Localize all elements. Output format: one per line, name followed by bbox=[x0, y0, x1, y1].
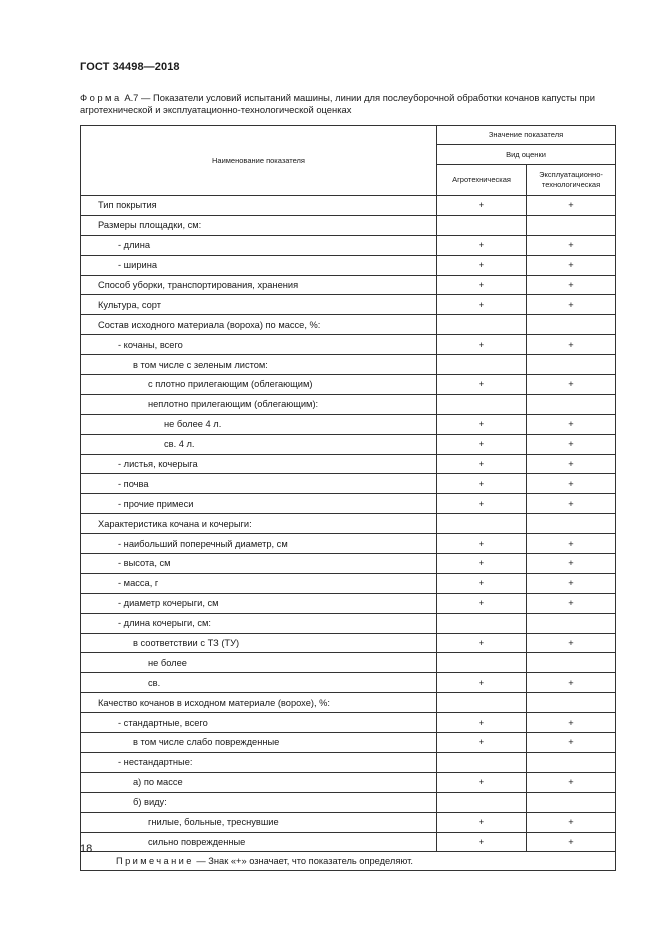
table-row bbox=[81, 355, 616, 375]
form-caption bbox=[80, 92, 616, 116]
agro-mark: + bbox=[437, 713, 527, 733]
expl-mark: + bbox=[527, 335, 616, 355]
expl-mark bbox=[527, 613, 616, 633]
table-row bbox=[81, 394, 616, 414]
indicator-label: гнилые, больные, треснувшие bbox=[81, 812, 437, 832]
expl-mark: + bbox=[527, 573, 616, 593]
indicator-label: - нестандартные: bbox=[81, 752, 437, 772]
expl-mark: + bbox=[527, 633, 616, 653]
agro-mark: + bbox=[437, 554, 527, 574]
agro-mark: + bbox=[437, 474, 527, 494]
table-row bbox=[81, 812, 616, 832]
table-row bbox=[81, 713, 616, 733]
header-indicator-name: Наименование показателя bbox=[81, 126, 437, 196]
agro-mark: + bbox=[437, 673, 527, 693]
agro-mark: + bbox=[437, 375, 527, 395]
table-row bbox=[81, 454, 616, 474]
indicator-label: с плотно прилегающим (облегающим) bbox=[81, 375, 437, 395]
expl-mark: + bbox=[527, 713, 616, 733]
table-row bbox=[81, 653, 616, 673]
table-row bbox=[81, 554, 616, 574]
indicator-label: св. bbox=[81, 673, 437, 693]
indicator-label: - стандартные, всего bbox=[81, 713, 437, 733]
indicator-label: - высота, см bbox=[81, 554, 437, 574]
form-caption-text: — Показатели условий испытаний машины, линии для послеуборочной обработки кочанов капусты при агротехнической и эксплуатационно-технологической оценках bbox=[80, 92, 595, 115]
expl-mark bbox=[527, 215, 616, 235]
agro-mark: + bbox=[437, 534, 527, 554]
agro-mark bbox=[437, 693, 527, 713]
indicator-label: - листья, кочерыга bbox=[81, 454, 437, 474]
indicator-label: - прочие примеси bbox=[81, 494, 437, 514]
table-row bbox=[81, 474, 616, 494]
table-row bbox=[81, 792, 616, 812]
expl-mark: + bbox=[527, 812, 616, 832]
table-row bbox=[81, 255, 616, 275]
table-note bbox=[81, 852, 616, 871]
expl-mark: + bbox=[527, 772, 616, 792]
agro-mark: + bbox=[437, 454, 527, 474]
agro-mark: + bbox=[437, 812, 527, 832]
agro-mark: + bbox=[437, 414, 527, 434]
indicator-label: сильно поврежденные bbox=[81, 832, 437, 852]
expl-mark bbox=[527, 315, 616, 335]
indicator-label: - диаметр кочерыги, см bbox=[81, 593, 437, 613]
indicator-label: б) виду: bbox=[81, 792, 437, 812]
table-row bbox=[81, 375, 616, 395]
expl-mark bbox=[527, 752, 616, 772]
expl-mark: + bbox=[527, 375, 616, 395]
header-expl-line2: технологическая bbox=[541, 180, 601, 189]
expl-mark bbox=[527, 394, 616, 414]
indicator-label: а) по массе bbox=[81, 772, 437, 792]
expl-mark bbox=[527, 355, 616, 375]
header-expl bbox=[527, 165, 616, 196]
document-header: ГОСТ 34498—2018 bbox=[80, 61, 180, 73]
indicator-label: Культура, сорт bbox=[81, 295, 437, 315]
agro-mark bbox=[437, 653, 527, 673]
indicator-label: в соответствии с ТЗ (ТУ) bbox=[81, 633, 437, 653]
table-row bbox=[81, 693, 616, 713]
expl-mark: + bbox=[527, 295, 616, 315]
table-row bbox=[81, 514, 616, 534]
indicator-label: не более bbox=[81, 653, 437, 673]
agro-mark: + bbox=[437, 196, 527, 216]
expl-mark: + bbox=[527, 733, 616, 753]
agro-mark: + bbox=[437, 593, 527, 613]
expl-mark bbox=[527, 514, 616, 534]
agro-mark: + bbox=[437, 335, 527, 355]
expl-mark: + bbox=[527, 832, 616, 852]
indicator-label: неплотно прилегающим (облегающим): bbox=[81, 394, 437, 414]
agro-mark bbox=[437, 315, 527, 335]
indicator-label: Размеры площадки, см: bbox=[81, 215, 437, 235]
table-row bbox=[81, 335, 616, 355]
expl-mark bbox=[527, 792, 616, 812]
agro-mark: + bbox=[437, 573, 527, 593]
indicator-label: Состав исходного материала (вороха) по массе, %: bbox=[81, 315, 437, 335]
expl-mark: + bbox=[527, 494, 616, 514]
expl-mark: + bbox=[527, 593, 616, 613]
expl-mark: + bbox=[527, 534, 616, 554]
indicator-label: Тип покрытия bbox=[81, 196, 437, 216]
table-row bbox=[81, 196, 616, 216]
note-word: Примечание bbox=[116, 856, 194, 867]
agro-mark: + bbox=[437, 832, 527, 852]
agro-mark: + bbox=[437, 295, 527, 315]
expl-mark: + bbox=[527, 554, 616, 574]
agro-mark bbox=[437, 394, 527, 414]
agro-mark bbox=[437, 792, 527, 812]
expl-mark bbox=[527, 653, 616, 673]
table-row bbox=[81, 315, 616, 335]
agro-mark: + bbox=[437, 733, 527, 753]
table-row bbox=[81, 613, 616, 633]
table-row bbox=[81, 295, 616, 315]
table-row bbox=[81, 593, 616, 613]
table-row bbox=[81, 633, 616, 653]
table-row bbox=[81, 772, 616, 792]
indicator-label: - кочаны, всего bbox=[81, 335, 437, 355]
expl-mark: + bbox=[527, 275, 616, 295]
agro-mark: + bbox=[437, 434, 527, 454]
indicator-label: - масса, г bbox=[81, 573, 437, 593]
table-row bbox=[81, 534, 616, 554]
indicator-label: Качество кочанов в исходном материале (ворохе), %: bbox=[81, 693, 437, 713]
expl-mark: + bbox=[527, 414, 616, 434]
expl-mark: + bbox=[527, 255, 616, 275]
table-row bbox=[81, 573, 616, 593]
note-text: — Знак «+» означает, что показатель определяют. bbox=[196, 856, 413, 867]
indicator-label: св. 4 л. bbox=[81, 434, 437, 454]
expl-mark: + bbox=[527, 434, 616, 454]
agro-mark: + bbox=[437, 494, 527, 514]
header-eval-type: Вид оценки bbox=[437, 145, 616, 165]
table-row bbox=[81, 235, 616, 255]
header-expl-line1: Эксплуатационно- bbox=[539, 170, 603, 179]
indicator-label: - ширина bbox=[81, 255, 437, 275]
indicator-label: Характеристика кочана и кочерыги: bbox=[81, 514, 437, 534]
table-row bbox=[81, 215, 616, 235]
table-row bbox=[81, 434, 616, 454]
table-row bbox=[81, 494, 616, 514]
agro-mark bbox=[437, 613, 527, 633]
table-row bbox=[81, 733, 616, 753]
indicator-label: - длина кочерыги, см: bbox=[81, 613, 437, 633]
agro-mark: + bbox=[437, 772, 527, 792]
agro-mark bbox=[437, 514, 527, 534]
indicator-label: - длина bbox=[81, 235, 437, 255]
form-word: Форма bbox=[80, 92, 122, 103]
agro-mark: + bbox=[437, 633, 527, 653]
header-agro: Агротехническая bbox=[437, 165, 527, 196]
indicator-label: - наибольший поперечный диаметр, см bbox=[81, 534, 437, 554]
expl-mark: + bbox=[527, 673, 616, 693]
indicators-table bbox=[80, 125, 616, 871]
expl-mark: + bbox=[527, 235, 616, 255]
indicator-label: в том числе с зеленым листом: bbox=[81, 355, 437, 375]
expl-mark: + bbox=[527, 474, 616, 494]
agro-mark: + bbox=[437, 235, 527, 255]
agro-mark: + bbox=[437, 255, 527, 275]
header-value-group: Значение показателя bbox=[437, 126, 616, 145]
form-number: А.7 bbox=[124, 92, 139, 103]
table-row bbox=[81, 275, 616, 295]
page-number: 18 bbox=[80, 843, 93, 855]
indicator-label: Способ уборки, транспортирования, хранения bbox=[81, 275, 437, 295]
indicator-label: - почва bbox=[81, 474, 437, 494]
agro-mark bbox=[437, 215, 527, 235]
indicator-label: не более 4 л. bbox=[81, 414, 437, 434]
expl-mark: + bbox=[527, 454, 616, 474]
table-row bbox=[81, 414, 616, 434]
indicator-label: в том числе слабо поврежденные bbox=[81, 733, 437, 753]
agro-mark: + bbox=[437, 275, 527, 295]
agro-mark bbox=[437, 752, 527, 772]
expl-mark bbox=[527, 693, 616, 713]
table-row bbox=[81, 673, 616, 693]
table-row bbox=[81, 832, 616, 852]
agro-mark bbox=[437, 355, 527, 375]
table-row bbox=[81, 752, 616, 772]
expl-mark: + bbox=[527, 196, 616, 216]
table-body bbox=[81, 196, 616, 852]
